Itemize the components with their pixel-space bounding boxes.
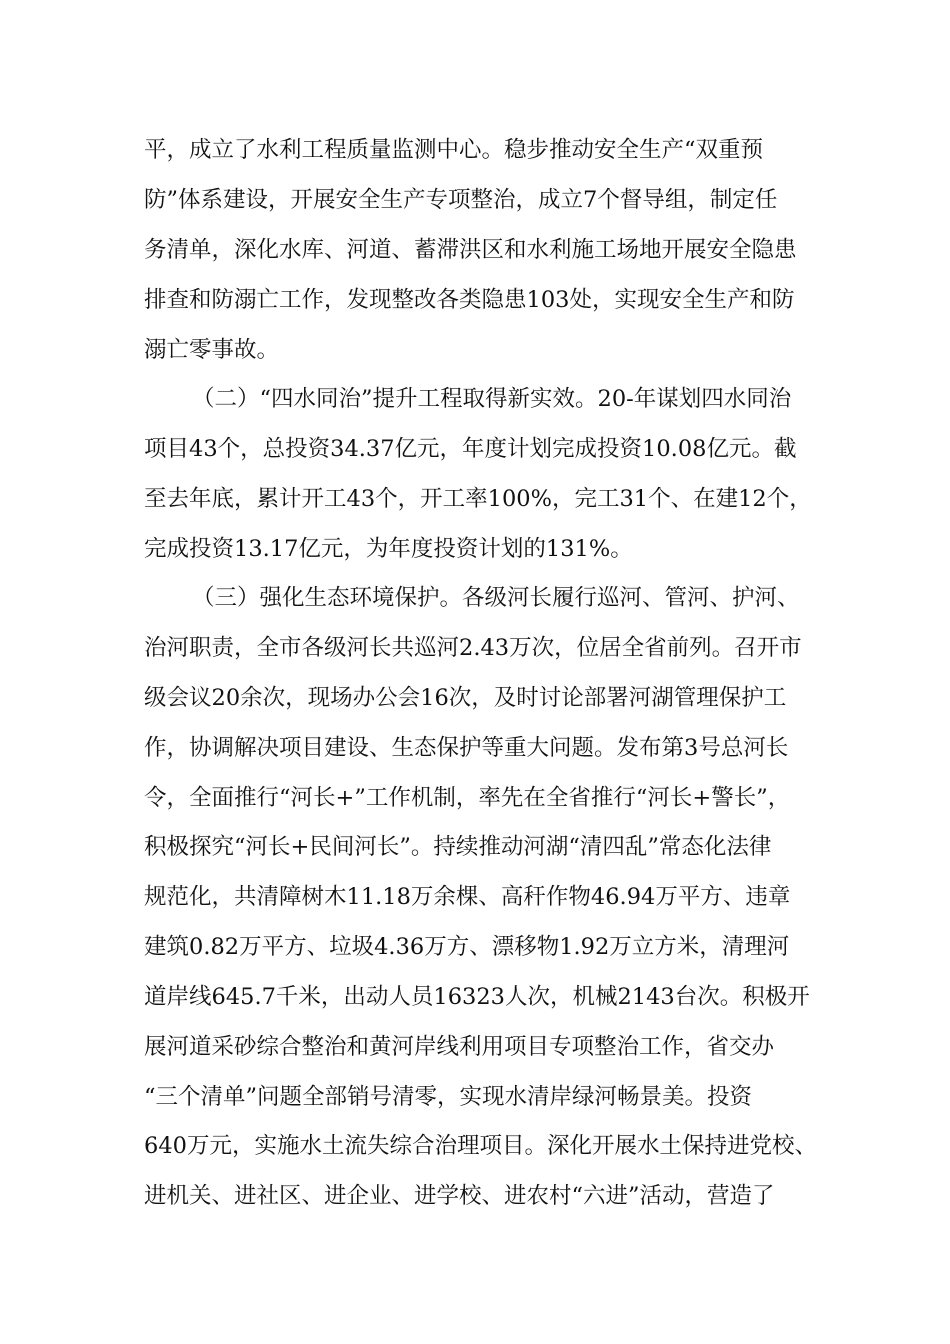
text-line: 至去年底，累计开工43个，开工率100%，完工31个、在建12个， — [144, 486, 812, 512]
text-line: 排查和防溺亡工作，发现整改各类隐患103处，实现安全生产和防 — [144, 287, 795, 313]
text-line: 道岸线645.7千米，出动人员16323人次，机械2143台次。积极开 — [144, 984, 810, 1010]
text-line: （三）强化生态环境保护。各级河长履行巡河、管河、护河、 — [192, 585, 800, 611]
text-line: 作，协调解决项目建设、生态保护等重大问题。发布第3号总河长 — [144, 735, 789, 761]
text-line: 建筑0.82万平方、垃圾4.36万方、漂移物1.92万立方米，清理河 — [144, 934, 790, 960]
text-line: 项目43个，总投资34.37亿元，年度计划完成投资10.08亿元。截 — [144, 436, 797, 462]
text-line: 令，全面推行“河长+”工作机制，率先在全省推行“河长+警长”， — [144, 785, 791, 811]
text-line: 平，成立了水利工程质量监测中心。稳步推动安全生产“双重预 — [144, 137, 764, 163]
text-line: 防”体系建设，开展安全生产专项整治，成立7个督导组，制定任 — [144, 187, 778, 213]
text-line: 级会议20余次，现场办公会16次，及时讨论部署河湖管理保护工 — [144, 685, 787, 711]
text-line: 规范化，共清障树木11.18万余棵、高秆作物46.94万平方、违章 — [144, 884, 791, 910]
text-line: 务清单，深化水库、河道、蓄滞洪区和水利施工场地开展安全隐患 — [144, 237, 797, 263]
text-line: 治河职责，全市各级河长共巡河2.43万次，位居全省前列。召开市 — [144, 635, 802, 661]
text-line: 进机关、进社区、进企业、进学校、进农村“六进”活动，营造了 — [144, 1183, 775, 1209]
text-line: 640万元，实施水土流失综合治理项目。深化开展水土保持进党校、 — [144, 1133, 817, 1159]
text-line: 展河道采砂综合整治和黄河岸线利用项目专项整治工作，省交办 — [144, 1034, 775, 1060]
text-line: 积极探究“河长+民间河长”。持续推动河湖“清四乱”常态化法律 — [144, 834, 772, 860]
text-line: 溺亡零事故。 — [144, 337, 280, 363]
text-line: “三个清单”问题全部销号清零，实现水清岸绿河畅景美。投资 — [144, 1084, 753, 1110]
text-line: 完成投资13.17亿元，为年度投资计划的131%。 — [144, 536, 633, 562]
text-line: （二）“四水同治”提升工程取得新实效。20-年谋划四水同治 — [192, 386, 792, 412]
